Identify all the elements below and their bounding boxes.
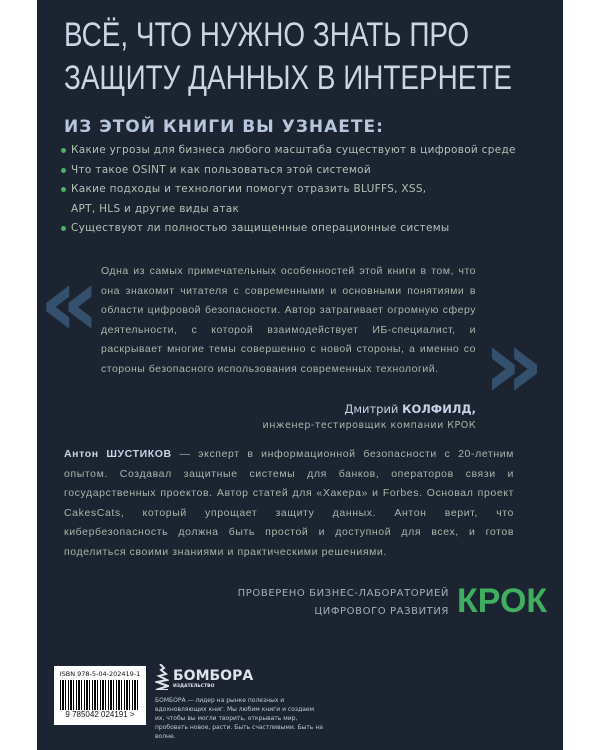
list-item-text: Какие подходы и технологии помогут отразить BLUFFS, XSS, APT, HLS и другие виды атак (71, 183, 427, 215)
quote-author-role: инженер-тестировщик компании КРОК (262, 420, 476, 431)
list-item-text: Какие угрозы для бизнеса любого масштаба существуют в цифровой среде (71, 144, 516, 156)
barcode-bars (60, 680, 140, 710)
bombora-logo-icon (155, 664, 169, 690)
isbn-barcode (54, 666, 146, 725)
publisher-sub: ИЗДАТЕЛЬСТВО (173, 684, 215, 689)
publisher-name: БОМБОРА (173, 668, 254, 684)
publisher-description: БОМБОРА — лидер на рынке полезных и вдохновляющих книг. Мы любим книги и создаем их, чтобы вы могли творить, открывать мир, пробовать новое, расти. Быть счастливыми. Быть на волне. (155, 697, 323, 740)
learn-heading: ИЗ ЭТОЙ КНИГИ ВЫ УЗНАЕТЕ: (64, 117, 384, 137)
list-item-text: Существуют ли полностью защищенные операционные системы (71, 222, 450, 234)
close-quote-icon: » (483, 310, 545, 420)
verified-by (238, 585, 449, 621)
list-item (61, 141, 551, 161)
title-line: ЗАЩИТУ ДАННЫХ В ИНТЕРНЕТЕ (64, 59, 512, 97)
list-item-text: Что такое OSINT и как пользоваться этой системой (71, 163, 371, 176)
verified-line: ЦИФРОВОГО РАЗВИТИЯ (314, 606, 449, 617)
krok-logo: КРОК (457, 582, 548, 620)
learn-list (61, 141, 551, 239)
list-item (61, 180, 451, 219)
bullet-icon (61, 148, 66, 153)
verified-line: ПРОВЕРЕНО БИЗНЕС-ЛАБОРАТОРИЕЙ (237, 588, 449, 599)
open-quote-icon: « (39, 248, 101, 358)
author-last-name: КОЛФИЛД, (402, 402, 476, 416)
bio-text: — эксперт в информационной безопасности с 20-летним опытом. Создавал защитные системы для банков, операторов связи и государственных проектов. Автор статей для «Хакера» и Forbes. Основал проект CakesCats, который упрощает защиту данных. Антон верит, что кибербезопасность должна быть простой и доступной для всех, и готов поделиться своими знаниями и практическими решениями. (64, 448, 515, 558)
review-quote: Одна из самых примечательных особенностей этой книги в том, что она знакомит читателя с современными и основными понятиями в области цифровой безопасности. Автор затрагивает огромную сферу деятельности, с которой взаимодействует ИБ-специалист, и раскрывает многие темы совершенно с новой стороны, а именно со стороны безопасного использования современных технологий. (101, 265, 476, 375)
cover-title (64, 14, 512, 100)
author-first-name: Дмитрий (344, 402, 399, 416)
list-item (61, 161, 551, 181)
book-back-cover (37, 0, 563, 750)
quote-author (344, 402, 476, 416)
title-line: ВСЁ, ЧТО НУЖНО ЗНАТЬ ПРО (64, 16, 470, 54)
bullet-icon (61, 226, 66, 231)
bullet-icon (61, 168, 66, 173)
isbn-text: ISBN 978-5-04-202419-1 (59, 670, 141, 678)
bio-name: Антон ШУСТИКОВ (64, 448, 172, 460)
bullet-icon (61, 187, 66, 192)
barcode-number: 9 785042 024191 > (65, 710, 135, 719)
list-item (61, 219, 551, 239)
author-bio (64, 445, 514, 562)
